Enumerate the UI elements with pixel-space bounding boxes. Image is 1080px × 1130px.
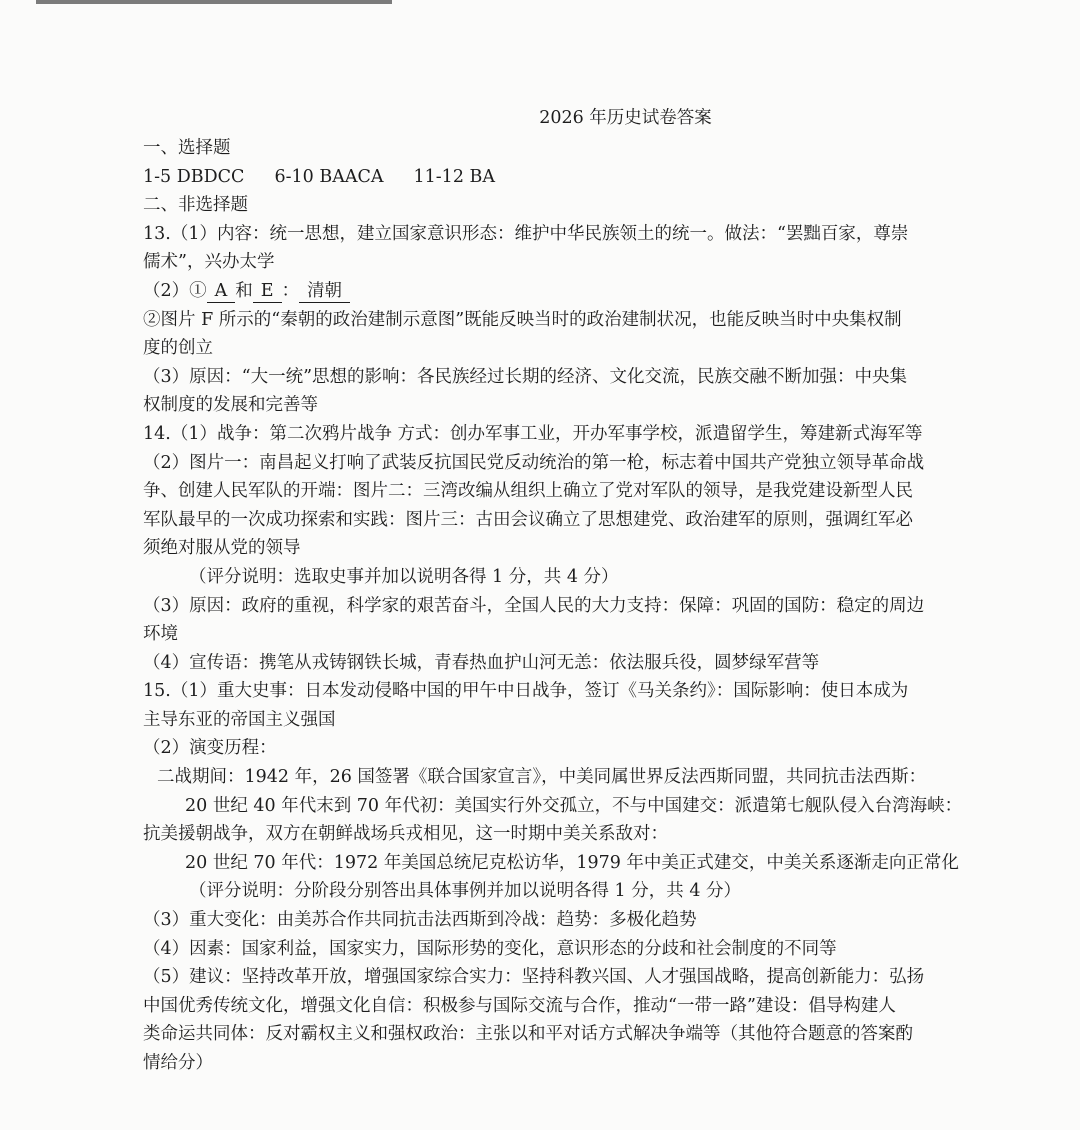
- q13-part3-line1: （3）原因：“大一统”思想的影响：各民族经过长期的经济、文化交流，民族交融不断加强：中央集: [143, 366, 908, 387]
- q14-part3-line2: 环境: [143, 624, 178, 645]
- q14-part4: （4）宣传语：携笔从戎铸钢铁长城，青春热血护山河无恙：依法服兵役，圆梦绿军营等: [143, 652, 820, 673]
- q13-part1-line1: 13.（1）内容：统一思想，建立国家意识形态：维护中华民族领土的统一。做法：“罢黜百家，尊崇: [143, 223, 909, 244]
- q14-part2-line2: 争、创建人民军队的开端：图片二：三湾改编从组织上确立了党对军队的领导，是我党建设新型人民: [143, 481, 913, 502]
- answer-blank-1: A: [207, 280, 236, 303]
- choice-group-1: 1-5 DBDCC: [143, 166, 245, 187]
- answer-blank-3: 清朝: [299, 280, 350, 303]
- q13-part2b-line2: 度的创立: [143, 338, 213, 359]
- q14-part2-line4: 须绝对服从党的领导: [143, 538, 301, 559]
- answer-blank-2: E: [253, 280, 282, 303]
- q14-part2-line1: （2）图片一：南昌起义打响了武装反抗国民党反动统治的第一枪，标志着中国共产党独立领导革命战: [143, 452, 925, 473]
- q15-part5-line4: 情给分）: [143, 1053, 213, 1073]
- choice-answers: [143, 163, 988, 192]
- q15-part4: （4）因素：国家利益，国家实力，国际形势的变化，意识形态的分歧和社会制度的不同等: [143, 938, 837, 959]
- section-heading-nonchoice: 二、非选择题: [143, 195, 248, 216]
- q15-part2-heading: （2）演变历程：: [143, 738, 277, 759]
- q15-part5-line1: （5）建议：坚持改革开放，增强国家综合实力：坚持科教兴国、人才强国战略，提高创新能力：弘扬: [143, 967, 925, 988]
- page-title: 2026 年历史试卷答案: [539, 108, 712, 128]
- q13-part2-line: [143, 277, 988, 306]
- q15-part5-line2: 中国优秀传统文化，增强文化自信：积极参与国际交流与合作，推动“一带一路”建设：倡导构建人: [143, 995, 896, 1016]
- q15-scoring-note: （评分说明：分阶段分别答出具体事例并加以说明各得 1 分，共 4 分）: [189, 881, 742, 902]
- q13-part2b-line1: ②图片 F 所示的“秦朝的政治建制示意图”既能反映当时的政治建制状况，也能反映当时中央集权制: [143, 309, 902, 330]
- answer-sheet: [143, 100, 988, 1078]
- q15-part1-line2: 主导东亚的帝国主义强国: [143, 709, 336, 730]
- page-edge-bar: [36, 0, 392, 4]
- q15-part2-stage1: 二战期间：1942 年，26 国签署《联合国家宣言》，中美同属世界反法西斯同盟，共同抗击法西斯：: [157, 767, 927, 788]
- choice-group-2: 6-10 BAACA: [274, 166, 384, 187]
- q15-part2-stage2-line2: 抗美援朝战争，双方在朝鲜战场兵戎相见，这一时期中美关系敌对：: [143, 824, 668, 845]
- q14-part2-line3: 军队最早的一次成功探索和实践：图片三：古田会议确立了思想建党、政治建军的原则，强调红军必: [143, 509, 913, 530]
- q15-part3: （3）重大变化：由美苏合作共同抗击法西斯到冷战：趋势：多极化趋势: [143, 910, 697, 931]
- q13-part1-line2: 儒术”，兴办太学: [143, 252, 275, 273]
- q13-and: 和: [235, 280, 253, 301]
- choice-group-3: 11-12 BA: [413, 166, 496, 187]
- q13-colon: ：: [281, 280, 300, 301]
- q13-part3-line2: 权制度的发展和完善等: [143, 395, 318, 416]
- section-heading-choice: 一、选择题: [143, 138, 231, 158]
- q14-scoring-note: （评分说明：选取史事并加以说明各得 1 分，共 4 分）: [189, 566, 619, 587]
- q14-part1: 14.（1）战争：第二次鸦片战争 方式：创办军事工业，开办军事学校，派遣留学生，筹建新式海军等: [143, 423, 923, 444]
- q13-part2-prefix: （2）①: [143, 280, 207, 301]
- q15-part1-line1: 15.（1）重大史事：日本发动侵略中国的甲午中日战争，签订《马关条约》：国际影响：使日本成为: [143, 681, 909, 702]
- q15-part5-line3: 类命运共同体：反对霸权主义和强权政治：主张以和平对话方式解决争端等（其他符合题意的答案酌: [143, 1024, 913, 1045]
- q15-part2-stage2-line1: 20 世纪 40 年代末到 70 年代初：美国实行外交孤立，不与中国建交：派遣第七舰队侵入台湾海峡：: [185, 795, 963, 816]
- q15-part2-stage3: 20 世纪 70 年代：1972 年美国总统尼克松访华，1979 年中美正式建交，中美关系逐渐走向正常化: [185, 852, 959, 873]
- q14-part3-line1: （3）原因：政府的重视，科学家的艰苦奋斗，全国人民的大力支持：保障：巩固的国防：稳定的周边: [143, 595, 925, 616]
